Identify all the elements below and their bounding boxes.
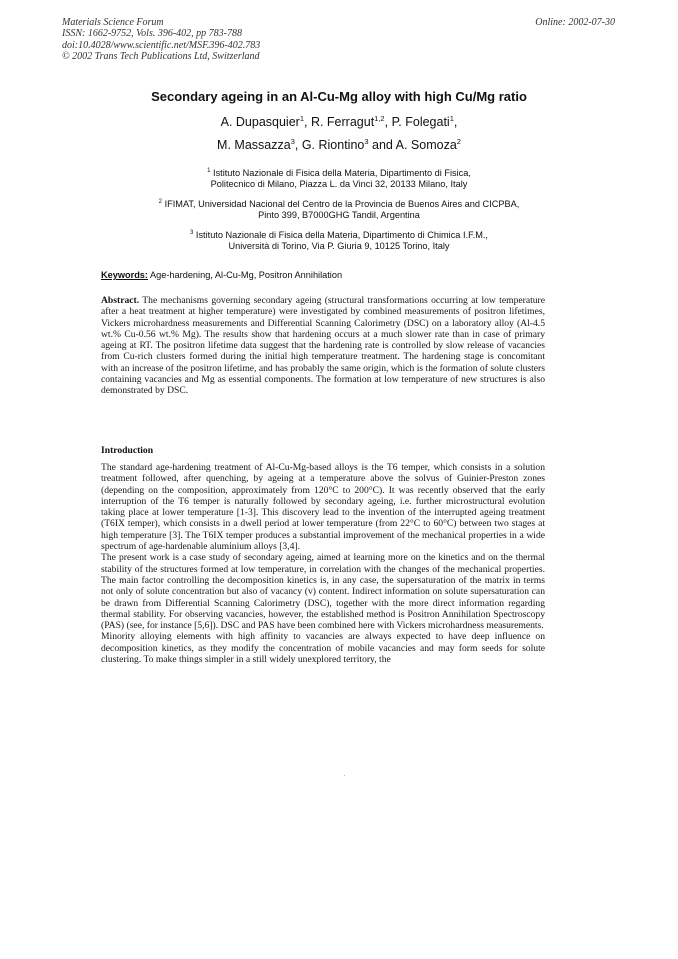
author-separator: , (304, 115, 311, 130)
author-line-2 (0, 132, 678, 155)
author-affiliation-mark: 3 (364, 137, 369, 147)
affiliation-line (0, 228, 678, 241)
doi-line: doi:10.4028/www.scientific.net/MSF.396-402.783 (62, 39, 261, 51)
page-speck (344, 775, 345, 776)
author-affiliation-mark: 1 (299, 114, 304, 123)
author-separator: , (384, 115, 392, 130)
keywords (101, 270, 342, 280)
keywords-label: Keywords: (101, 270, 148, 280)
affiliation-text: Istituto Nazionale di Fisica della Materia, Dipartimento di Fisica, (213, 168, 471, 179)
author-name: G. Riontino (301, 138, 365, 153)
author-affiliation-mark: 3 (290, 137, 295, 147)
affiliation-number: 3 (190, 229, 194, 236)
paragraph: The present work is a case study of secondary ageing, aimed at learning more on the kinetics and on the thermal stability of the structures formed at low temperature, in correlation with the changes of the mechanical properties. The main factor controlling the decomposition kinetics is, in any case, the supersaturation of the matrix in terms not only of solute concentration but also of vacancy (v) content. Indirect information on solute supersaturation can be drawn from Differential Scanning Calorimetry (DSC), together with the more direct information regarding thermal stability. For observing vacancies, however, the established method is Positron Annihilation Spectroscopy (PAS) (see, for instance [5,6]). DSC and PAS have been combined here with Vickers microhardness measurements. (101, 552, 545, 632)
affiliation-line: Pinto 399, B7000GHG Tandil, Argentina (258, 210, 420, 221)
keywords-text: Age-hardening, Al-Cu-Mg, Positron Annihilation (147, 270, 343, 280)
online-date: Online: 2002-07-30 (535, 17, 615, 28)
author-affiliation-mark: 2 (456, 137, 461, 147)
section-heading-introduction: Introduction (101, 445, 154, 456)
author-affiliation-mark: 1,2 (374, 114, 385, 123)
affiliations (0, 166, 678, 259)
affiliation-2 (0, 197, 678, 222)
affiliation-number: 1 (207, 168, 211, 174)
copyright-line: © 2002 Trans Tech Publications Ltd, Switzerland (62, 51, 260, 63)
affiliation-line: Politecnico di Milano, Piazza L. da Vinci 32, 20133 Milano, Italy (210, 179, 468, 190)
author-separator: , (453, 115, 458, 130)
affiliation-1 (0, 166, 678, 191)
affiliation-3 (0, 228, 678, 253)
abstract (101, 295, 545, 397)
paragraph: The standard age-hardening treatment of Al-Cu-Mg-based alloys is the T6 temper, which consists in a solution treatment followed, after quenching, by ageing at a temperature above the solvus of Guinier-Preston zones (depending on the composition, approximately from 120°C to 200°C). It was recently observed that the early interruption of the T6 temper is naturally followed by secondary ageing, i.e. further microstructural evolution taking place at lower temperature [1-3]. This discovery lead to the invention of the interrupted ageing treatment (T6IX temper), which consists in a dwell period at lower temperature (from 22°C to 60°C) between two stages at high temperature [3]. The T6IX temper produces a substantial improvement of the mechanical properties in a wide spectrum of age-hardenable aluminium alloys [3,4]. (101, 462, 545, 553)
author-name: A. Dupasquier (220, 115, 300, 130)
author-line-1 (0, 109, 678, 132)
affiliation-text: IFIMAT, Universidad Nacional del Centro de la Provincia de Buenos Aires and CICPBA, (164, 198, 520, 209)
abstract-text: The mechanisms governing secondary ageing (structural transformations occurring at low temperature after a heat treatment at higher temperature) were investigated by combined measurements of positron lifetimes, Vickers microhardness measurements and Differential Scanning Calorimetry (DSC) on a laboratory alloy (Al-4.5 wt.% Cu-0.56 wt.% Mg). The results show that hardening occurs at a much slower rate than in case of primary ageing at RT. The positron lifetime data suggest that the hardening rate is controlled by slow release of vacancies from Cu-rich clusters formed during the initial high temperature treatment. The hardening stage is concomitant with an increase of the positron lifetime, and has probably the same origin, which is the formation of solute clusters containing vacancies and Mg as essential components. The formation at low temperature of new structures is also demonstrated by DSC. (101, 295, 545, 397)
author-name: R. Ferragut (310, 115, 375, 130)
issn-line: ISSN: 1662-9752, Vols. 396-402, pp 783-788 (62, 28, 242, 40)
journal-header (62, 17, 260, 63)
author-separator: and (368, 138, 396, 153)
author-list (0, 109, 678, 155)
affiliation-line (0, 166, 678, 179)
introduction-body (101, 462, 545, 665)
author-name: P. Folegati (391, 115, 450, 130)
author-separator: , (294, 138, 302, 153)
affiliation-number: 2 (158, 198, 163, 205)
paragraph: Minority alloying elements with high affinity to vacancies are always expected to have deep influence on decomposition kinetics, as they modify the concentration of mobile vacancies and may form seeds for solute clustering. To make things simpler in a still widely unexplored territory, the (101, 631, 545, 666)
author-name: M. Massazza (217, 138, 291, 153)
author-affiliation-mark: 1 (449, 114, 454, 123)
paper-title: Secondary ageing in an Al-Cu-Mg alloy with high Cu/Mg ratio (151, 89, 527, 104)
author-name: A. Somoza (395, 138, 457, 153)
affiliation-line (0, 197, 678, 210)
abstract-label: Abstract. (101, 295, 140, 306)
affiliation-text: Istituto Nazionale di Fisica della Materia, Dipartimento di Chimica I.F.M., (195, 229, 488, 240)
journal-name: Materials Science Forum (62, 17, 164, 28)
affiliation-line: Università di Torino, Via P. Giuria 9, 10125 Torino, Italy (228, 241, 450, 252)
